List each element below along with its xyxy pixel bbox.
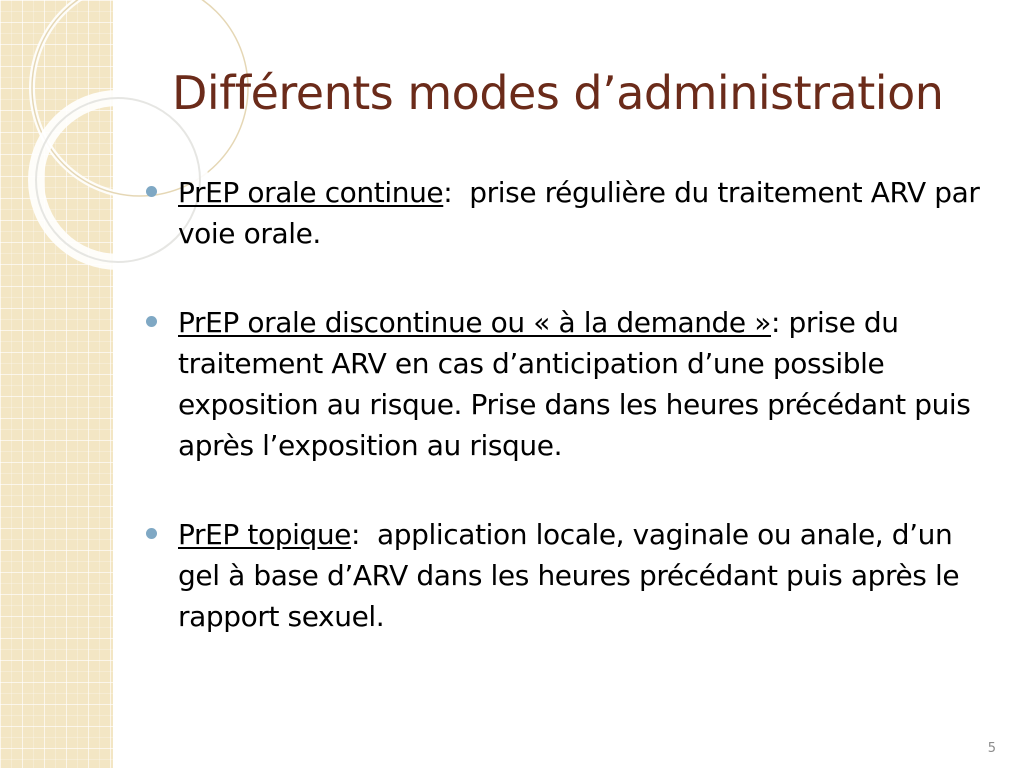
- slide-title: Différents modes d’administration: [172, 66, 944, 120]
- bullet-item-oral-on-demand: [146, 302, 986, 466]
- side-panel-divider: [113, 0, 116, 768]
- bullet-term: PrEP topique: [178, 518, 351, 551]
- bullet-dot-icon: [146, 528, 157, 539]
- bullet-dot-icon: [146, 316, 157, 327]
- bullet-item-oral-continuous: [146, 172, 986, 254]
- bullet-term: PrEP orale continue: [178, 176, 444, 209]
- bullet-separator: :: [351, 518, 361, 551]
- bullet-separator: :: [443, 176, 453, 209]
- bullet-text: application locale, vaginale ou anale, d’un gel à base d’ARV dans les heures précédant puis après le rapport sexuel.: [178, 518, 968, 633]
- bullet-separator: :: [771, 306, 781, 339]
- bullet-item-topical: [146, 514, 986, 637]
- bullet-list: [146, 172, 986, 685]
- bullet-term: PrEP orale discontinue ou « à la demande »: [178, 306, 771, 339]
- bullet-dot-icon: [146, 186, 157, 197]
- bullet-text: prise du traitement ARV en cas d’anticipation d’une possible exposition au risque. Prise dans les heures précédant puis après l’exposition au risque.: [178, 306, 980, 462]
- decorative-side-panel: [0, 0, 113, 768]
- bullet-text: prise régulière du traitement ARV par voie orale.: [178, 176, 988, 250]
- page-number: 5: [987, 741, 996, 756]
